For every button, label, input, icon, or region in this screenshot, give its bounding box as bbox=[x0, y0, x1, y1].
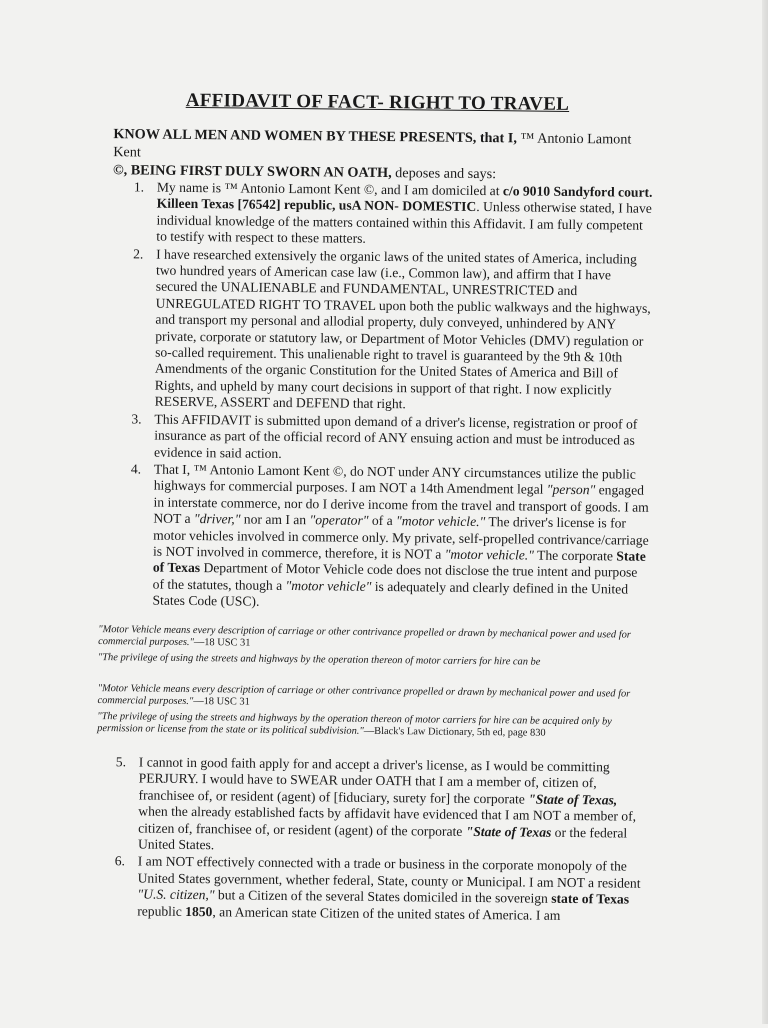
item-bold-italic: "State of Texas, bbox=[528, 791, 618, 808]
item-number: 3. bbox=[131, 411, 142, 427]
citation-block-2 bbox=[97, 683, 658, 744]
item-bold-italic: "State of Texas bbox=[465, 823, 552, 840]
item-text: . Unless otherwise stated, I have individual knowledge of the matters contained within this Affidavit. I am fully competent to testify with respect to these matters. bbox=[156, 199, 652, 247]
citation-quote bbox=[97, 711, 657, 742]
item-text: I am NOT effectively connected with a trade or business in the corporate monopoly of the United States government, whether federal, State, county or Municipal. I am NOT a resident bbox=[137, 853, 641, 891]
intro-bold-after-name: ©, BEING FIRST DULY SWORN AN OATH, bbox=[112, 162, 392, 182]
item-text: , an American state Citizen of the united states of America. I am bbox=[212, 903, 561, 923]
citation-block-1 bbox=[98, 624, 658, 673]
citation-quote bbox=[98, 624, 658, 655]
item-text: The corporate bbox=[533, 547, 617, 564]
item-italic: "motor vehicle" bbox=[285, 577, 372, 594]
item-bold: 1850 bbox=[185, 903, 213, 919]
list-item-4 bbox=[129, 461, 651, 614]
list-item-5 bbox=[115, 754, 646, 858]
citation-source: —18 USC 31 bbox=[193, 637, 251, 650]
item-number: 5. bbox=[115, 754, 127, 770]
item-number: 6. bbox=[114, 853, 126, 869]
item-text: is adequately and clearly defined in the United States Code (USC). bbox=[152, 578, 629, 609]
item-text: That I, ™ Antonio Lamont Kent ©, do NOT under ANY circumstances utilize the public highways for commercial purposes. I am NOT a 14th Amendment legal bbox=[153, 461, 636, 498]
item-number: 4. bbox=[130, 461, 142, 477]
item-italic: "motor vehicle." bbox=[396, 513, 486, 530]
citation-source: —Black's Law Dictionary, 5th ed, page 830 bbox=[363, 726, 546, 739]
citation-quote bbox=[97, 683, 657, 714]
item-italic: "driver," bbox=[193, 511, 241, 527]
item-text: Department of Motor Vehicle code does not disclose the true intent and purpose of the statutes, though a bbox=[152, 560, 638, 593]
document-title: AFFIDAVIT OF FACT- RIGHT TO TRAVEL bbox=[185, 89, 570, 115]
item-text: I have researched extensively the organic laws of the united states of America, including two hundred years of American case law (i.e., Common law), and affirm that I have secured the UNALIENABLE and FUNDAMENTAL, UNRESTRICTED and UNREGULATED RIGHT TO TRAVEL upon both the public walkways and the highways, and transport my personal and allodial property, duly conveyed, unhindered by ANY private, corporate or statutory law, or Department of Motor Vehicles (DMV) regulation or so-called requirement. This unalienable right to travel is guaranteed by the 9th & 10th Amendments of the organic Constitution for the United States of America and Bill of Rights, and upheld by many court decisions in support of that right. I now explicitly RESERVE, ASSERT and DEFEND that right. bbox=[154, 246, 651, 412]
item-text: of a bbox=[368, 512, 397, 529]
item-bold-address: c/o 9010 Sandyford court. Killeen Texas [76542] republic, usA NON- DOMESTIC bbox=[156, 183, 653, 215]
item-italic: "U.S. citizen," bbox=[137, 886, 215, 903]
intro-bold-lead: KNOW ALL MEN AND WOMEN BY THESE PRESENTS, that I, bbox=[113, 126, 517, 147]
citation-text: "Motor Vehicle means every description of carriage or other contrivance propelled or drawn by mechanical power and used for commercial purposes." bbox=[97, 683, 631, 708]
item-bold: State of Texas bbox=[152, 548, 646, 576]
list-item-2 bbox=[132, 246, 654, 415]
numbered-list-1 bbox=[129, 179, 653, 615]
intro-tail: deposes and says: bbox=[391, 165, 497, 183]
intro-paragraph bbox=[113, 125, 654, 185]
list-item-3 bbox=[131, 411, 651, 466]
item-text: My name is ™ Antonio Lamont Kent ©, and I am domiciled at bbox=[156, 179, 504, 199]
citation-source: —18 USC 31 bbox=[193, 696, 250, 709]
item-text: This AFFIDAVIT is submitted upon demand of a driver's license, registration or proof of insurance as part of the official record of ANY ensuing action and must be introduced as evidence in said action. bbox=[154, 411, 638, 461]
item-number: 2. bbox=[133, 246, 144, 262]
item-number: 1. bbox=[133, 179, 145, 195]
item-italic: "operator" bbox=[309, 512, 369, 528]
item-text: The driver's license is for motor vehicles involved in commerce only. My private, self-propelled contrivance/carriage is NOT involved in commerce, therefore, it is NOT a bbox=[152, 514, 649, 562]
list-item-1 bbox=[133, 179, 654, 250]
item-text: when the already established facts by affidavit have evidenced that I am NOT a member of, citizen of, franchisee of, or resident (agent) of the corporate bbox=[138, 803, 637, 839]
item-text: or the federal United States. bbox=[137, 824, 628, 853]
citation-text: "The privilege of using the streets and highways by the operation thereon of motor carriers for hire can be acquired only by permission or license from the state or its political subdivision." bbox=[97, 710, 612, 738]
item-text: but a Citizen of the several States domiciled in the sovereign bbox=[214, 887, 552, 907]
citation-quote bbox=[98, 652, 658, 670]
intro-name: ™ Antonio Lamont Kent bbox=[113, 130, 632, 161]
citation-text: "The privilege of using the streets and highways by the operation thereon of motor carriers for hire can be bbox=[97, 651, 541, 668]
item-text: engaged in interstate commerce, nor do I derive income from the travel and transport of goods. I am NOT a bbox=[153, 482, 649, 527]
item-italic: "person" bbox=[546, 482, 596, 498]
item-bold: state of Texas bbox=[551, 891, 630, 907]
item-text: I cannot in good faith apply for and accept a driver's license, as I would be committing PERJURY. I would have to SWEAR under OATH that I am a member of, citizen of, franchisee of, or resident (agent) of [fiduciary, surety for] the corporate bbox=[138, 754, 610, 807]
list-item-6 bbox=[114, 854, 645, 925]
numbered-list-2 bbox=[114, 754, 646, 926]
item-italic: "motor vehicle." bbox=[444, 546, 535, 563]
item-text: republic bbox=[137, 903, 186, 919]
citation-text: "Motor Vehicle means every description of carriage or other contrivance propelled or drawn by mechanical power and used for commercial purposes." bbox=[98, 624, 631, 649]
item-text: nor am I an bbox=[240, 511, 310, 528]
